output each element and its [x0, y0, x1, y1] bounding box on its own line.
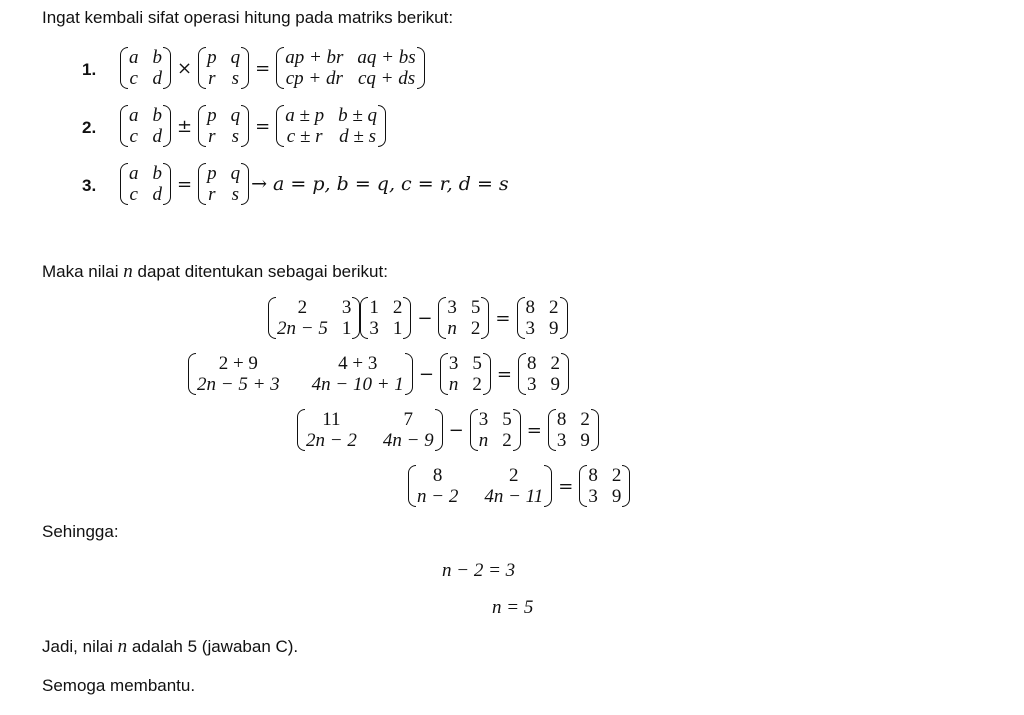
matrix-a: a b c d [120, 163, 171, 205]
intro-text: Ingat kembali sifat operasi hitung pada matriks berikut: [42, 8, 454, 27]
matrix-m4: 8 2 3 9 [517, 297, 568, 339]
equals-operator: = [177, 173, 193, 195]
matrix-m1: 8 2 n − 2 4n − 11 [408, 465, 552, 507]
property-3-number: 3. [82, 176, 97, 195]
multiply-operator: × [177, 57, 193, 79]
step-4-equation [408, 465, 630, 507]
sehingga-text: Sehingga: [42, 522, 119, 541]
matrix-b: p q r s [198, 47, 249, 89]
minus-operator: − [448, 419, 464, 441]
matrix-m3: 3 5 n 2 [470, 409, 521, 451]
matrix-m3: 3 5 n 2 [438, 297, 489, 339]
minus-operator: − [417, 307, 433, 329]
matrix-m1: 11 7 2n − 2 4n − 9 [297, 409, 443, 451]
equality-result: → a = p, b = q, c = r, d = s [251, 173, 509, 195]
equals-operator: = [558, 475, 574, 497]
matrix-a: a b c d [120, 47, 171, 89]
equals-operator: = [496, 363, 512, 385]
step-1-equation [268, 297, 568, 339]
matrix-sum: a ± p b ± q c ± r d ± s [276, 105, 386, 147]
matrix-m3: 3 5 n 2 [440, 353, 491, 395]
minus-operator: − [418, 363, 434, 385]
equals-operator: = [255, 115, 271, 137]
step-2-equation [188, 353, 569, 395]
matrix-m4: 8 2 3 9 [518, 353, 569, 395]
equals-operator: = [495, 307, 511, 329]
matrix-m1: 2 3 2n − 5 1 [268, 297, 360, 339]
matrix-m1: 2 + 9 4 + 3 2n − 5 + 3 4n − 10 + 1 [188, 353, 413, 395]
property-1-formula [120, 47, 425, 89]
equation-n-minus-2: n − 2 = 3 [442, 560, 516, 581]
matrix-m4: 8 2 3 9 [579, 465, 630, 507]
property-1-number: 1. [82, 60, 97, 79]
step-3-equation [297, 409, 599, 451]
maka-text: Maka nilai n dapat ditentukan sebagai berikut: [42, 261, 388, 282]
property-2-formula [120, 105, 386, 147]
equals-operator: = [526, 419, 542, 441]
matrix-b: p q r s [198, 105, 249, 147]
equation-n-equals-5: n = 5 [492, 597, 534, 618]
equals-operator: = [255, 57, 271, 79]
property-3-formula [120, 163, 511, 205]
conclusion-text: Jadi, nilai n adalah 5 (jawaban C). [42, 636, 299, 657]
matrix-product: ap + br aq + bs cp + dr cq + ds [276, 47, 424, 89]
matrix-m4: 8 2 3 9 [548, 409, 599, 451]
matrix-b: p q r s [198, 163, 249, 205]
property-2-number: 2. [82, 118, 97, 137]
closing-text: Semoga membantu. [42, 676, 196, 695]
plus-minus-operator: ± [177, 115, 193, 137]
matrix-a: a b c d [120, 105, 171, 147]
matrix-m2: 1 2 3 1 [360, 297, 411, 339]
